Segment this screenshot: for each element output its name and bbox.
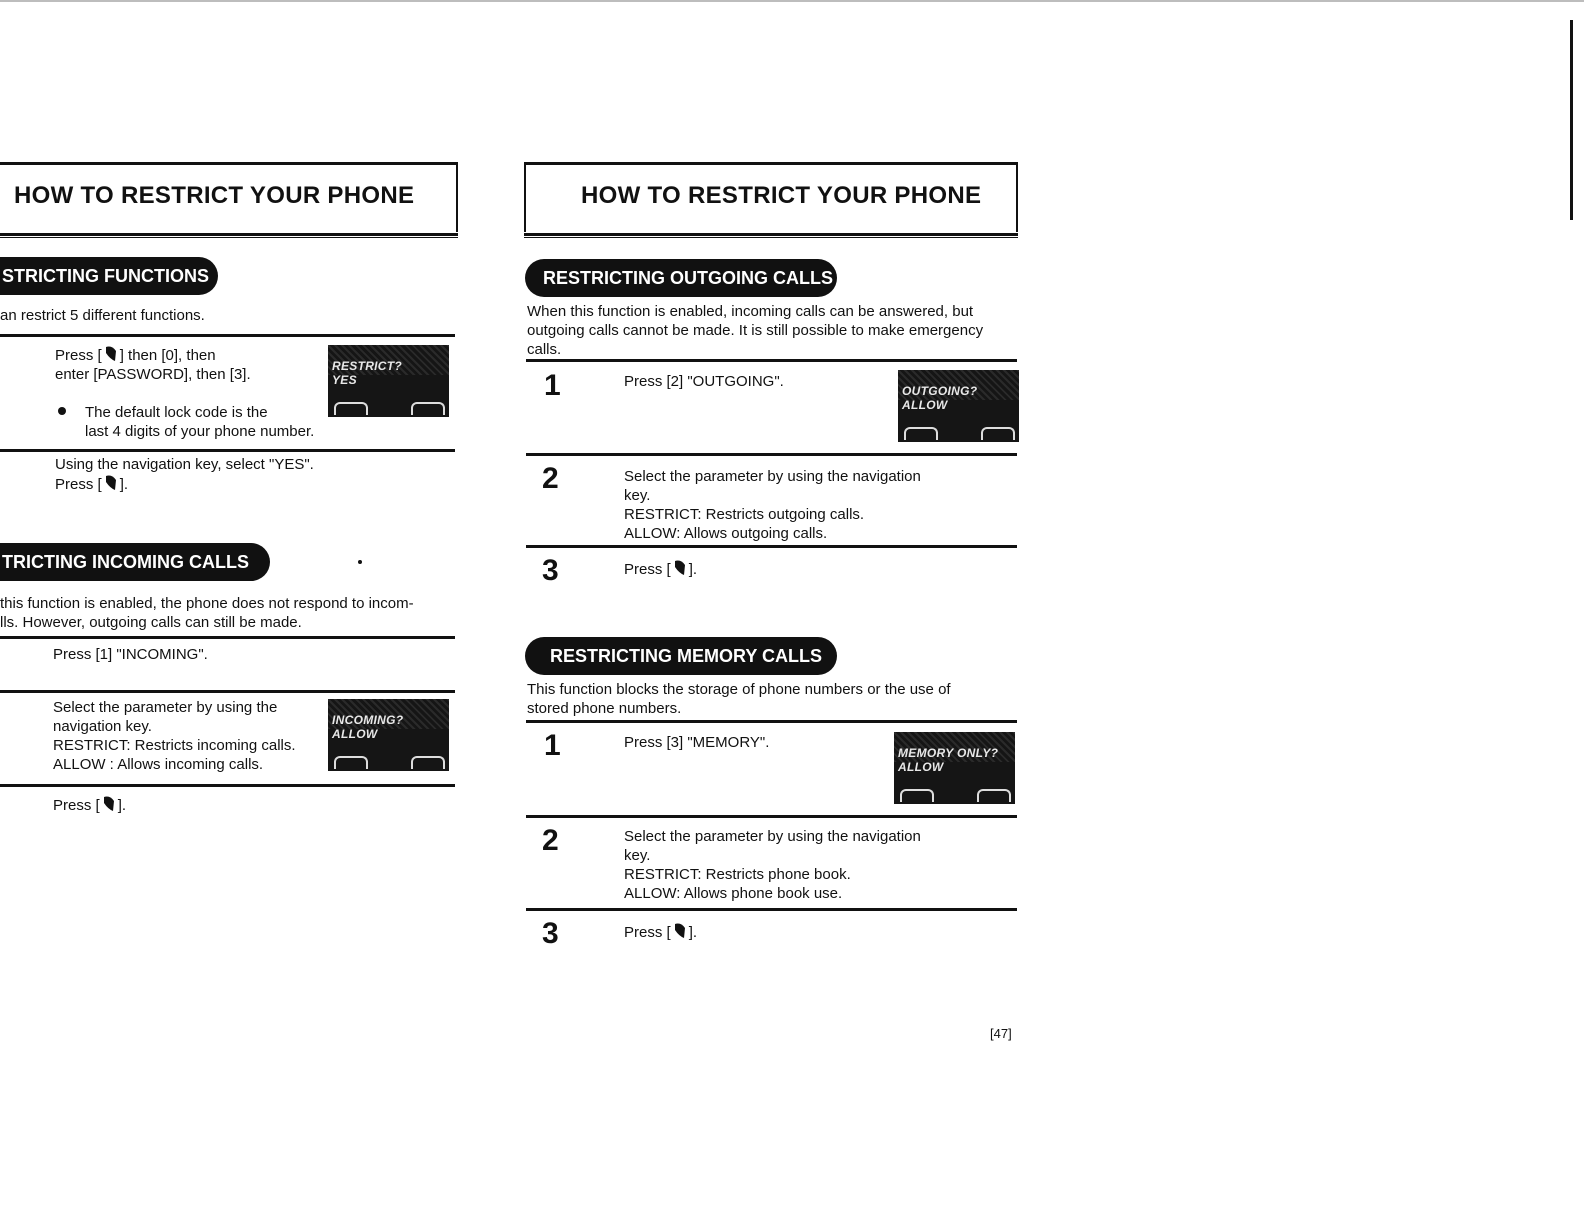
section-pill-memory: RESTRICTING MEMORY CALLS	[525, 637, 837, 675]
step-number: 1	[544, 729, 561, 762]
functions-step2-text: Using the navigation key, select "YES". Press [ ].	[55, 456, 314, 493]
incoming-step1-text: Press [1] "INCOMING".	[53, 646, 208, 663]
rule	[0, 690, 455, 693]
right-page	[527, 0, 1028, 1229]
rule	[0, 636, 455, 639]
send-key-icon	[673, 559, 687, 577]
rule	[526, 545, 1017, 548]
step-number: 2	[542, 462, 559, 495]
incoming-intro: this function is enabled, the phone does not respond to incom- lls. However, outgoing calls can still be made.	[0, 595, 414, 631]
outgoing-step2-text: Select the parameter by using the navigation key. RESTRICT: Restricts outgoing calls. ALLOW: Allows outgoing calls.	[624, 468, 921, 542]
section-pill-outgoing: RESTRICTING OUTGOING CALLS	[525, 259, 837, 297]
functions-intro: an restrict 5 different functions.	[0, 307, 205, 324]
step-number: 3	[542, 554, 559, 587]
send-key-icon	[104, 345, 118, 363]
right-edge-rule	[1570, 20, 1573, 220]
bullet-icon	[58, 407, 66, 415]
functions-step1-text: Press [ ] then [0], then enter [PASSWORD], then [3].	[55, 347, 251, 383]
lcd-screen-memory: MEMORY ONLY? ALLOW	[894, 732, 1015, 804]
incoming-step2-text: Select the parameter by using the navigation key. RESTRICT: Restricts incoming calls. ALLOW : Allows incoming calls.	[53, 699, 296, 773]
step-number: 1	[544, 369, 561, 402]
right-header-box	[524, 162, 1018, 232]
outgoing-intro: When this function is enabled, incoming calls can be answered, but outgoing calls cannot be made. It is still possible to make emergency calls.	[527, 303, 984, 358]
left-header-box	[0, 162, 458, 232]
rule	[526, 720, 1017, 723]
rule	[526, 359, 1017, 362]
memory-step3-text: Press [ ].	[624, 924, 698, 941]
send-key-icon	[673, 922, 687, 940]
memory-step2-text: Select the parameter by using the navigation key. RESTRICT: Restricts phone book. ALLOW: Allows phone book use.	[624, 828, 921, 902]
step-number: 2	[542, 824, 559, 857]
rule	[526, 908, 1017, 911]
rule	[526, 453, 1017, 456]
page-number: [47]	[990, 1026, 1012, 1041]
left-header-title: HOW TO RESTRICT YOUR PHONE	[14, 182, 415, 209]
send-key-icon	[104, 474, 118, 492]
section-pill-restricting-functions: STRICTING FUNCTIONS	[0, 257, 218, 295]
lcd-screen-outgoing: OUTGOING? ALLOW	[898, 370, 1019, 442]
incoming-step3-text: Press [ ].	[53, 797, 127, 814]
outgoing-step3-text: Press [ ].	[624, 561, 698, 578]
functions-step1-note: The default lock code is the last 4 digits of your phone number.	[85, 404, 315, 440]
left-page	[0, 0, 460, 1229]
send-key-icon	[102, 795, 116, 813]
stray-dot	[358, 560, 362, 564]
outgoing-step1-text: Press [2] "OUTGOING".	[624, 373, 784, 390]
rule	[526, 815, 1017, 818]
rule	[0, 449, 455, 452]
memory-intro: This function blocks the storage of phone numbers or the use of stored phone numbers.	[527, 681, 951, 717]
right-header-title: HOW TO RESTRICT YOUR PHONE	[581, 182, 982, 209]
rule	[0, 784, 455, 787]
step-number: 3	[542, 917, 559, 950]
lcd-screen-restrict: RESTRICT? YES	[328, 345, 449, 417]
rule	[0, 334, 455, 337]
section-pill-restricting-incoming: TRICTING INCOMING CALLS	[0, 543, 270, 581]
memory-step1-text: Press [3] "MEMORY".	[624, 734, 770, 751]
lcd-screen-incoming: INCOMING? ALLOW	[328, 699, 449, 771]
